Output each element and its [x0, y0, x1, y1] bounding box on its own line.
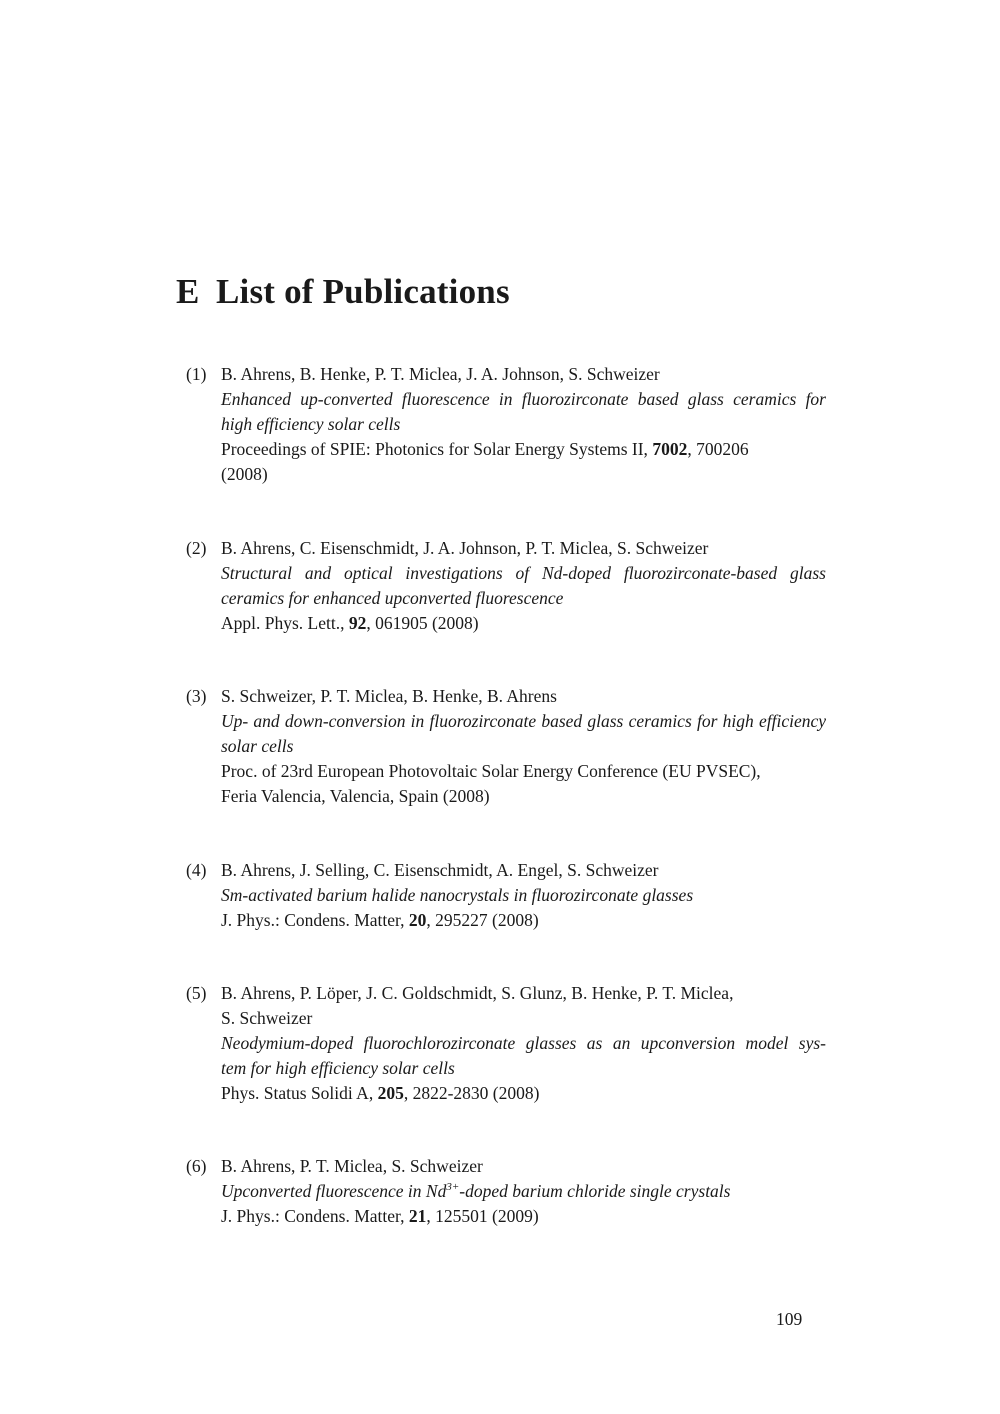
- publication-title-line: Up- and down-conversion in fluorozirconate based glass ceramics for high efficiency: [221, 711, 826, 731]
- publication-title-line: high efficiency solar cells: [221, 414, 401, 434]
- publication-title-line: Enhanced up-converted fluorescence in fluorozirconate based glass ceramics for: [221, 389, 826, 409]
- publication-title-line: tem for high efficiency solar cells: [221, 1058, 455, 1078]
- chapter-title: List of Publications: [216, 272, 510, 311]
- publication-number: (2): [186, 538, 207, 558]
- publication-volume: 92: [348, 613, 367, 633]
- publication-source: J. Phys.: Condens. Matter, 20, 295227 (2008): [221, 910, 539, 930]
- publication-source: Proceedings of SPIE: Photonics for Solar Energy Systems II, 7002, 700206: [221, 439, 749, 459]
- publication-authors: B. Ahrens, C. Eisenschmidt, J. A. Johnson, P. T. Miclea, S. Schweizer: [221, 538, 709, 558]
- publication-authors-line: B. Ahrens, P. Löper, J. C. Goldschmidt, S. Glunz, B. Henke, P. T. Miclea,: [221, 983, 734, 1003]
- publication-volume: 205: [377, 1083, 404, 1103]
- publication-title-line: ceramics for enhanced upconverted fluorescence: [221, 588, 564, 608]
- publication-title-line: Structural and optical investigations of Nd-doped fluorozirconate-based glass: [221, 563, 826, 583]
- publication-title-line: Neodymium-doped fluorochlorozirconate glasses as an upconversion model sys-: [221, 1033, 826, 1053]
- publication-4: [186, 858, 826, 933]
- publication-title-line: Sm-activated barium halide nanocrystals in fluorozirconate glasses: [221, 885, 694, 905]
- chapter-heading: [176, 272, 510, 312]
- publication-source-line: Proc. of 23rd European Photovoltaic Solar Energy Conference (EU PVSEC),: [221, 761, 761, 781]
- publication-number: (1): [186, 364, 207, 384]
- publication-authors: B. Ahrens, B. Henke, P. T. Miclea, J. A. Johnson, S. Schweizer: [221, 364, 660, 384]
- publication-source: Appl. Phys. Lett., 92, 061905 (2008): [221, 613, 479, 633]
- publication-volume: 7002: [652, 439, 688, 459]
- publication-6: [186, 1154, 826, 1229]
- publication-5: [186, 981, 826, 1106]
- publication-number: (5): [186, 983, 207, 1003]
- publication-source: J. Phys.: Condens. Matter, 21, 125501 (2009): [221, 1206, 539, 1226]
- publication-1: [186, 362, 826, 487]
- publication-source-line: Feria Valencia, Valencia, Spain (2008): [221, 786, 490, 806]
- publication-3: [186, 684, 826, 809]
- publication-title-line: solar cells: [221, 736, 294, 756]
- publication-number: (3): [186, 686, 207, 706]
- publication-number: (6): [186, 1156, 207, 1176]
- publication-2: [186, 536, 826, 636]
- publication-source-line: (2008): [221, 464, 268, 484]
- publication-authors-line: S. Schweizer: [221, 1008, 313, 1028]
- publication-authors: S. Schweizer, P. T. Miclea, B. Henke, B. Ahrens: [221, 686, 557, 706]
- publication-authors: B. Ahrens, P. T. Miclea, S. Schweizer: [221, 1156, 483, 1176]
- page-number: 109: [776, 1309, 803, 1329]
- publication-volume: 21: [408, 1206, 427, 1226]
- publication-authors: B. Ahrens, J. Selling, C. Eisenschmidt, A. Engel, S. Schweizer: [221, 860, 659, 880]
- publication-title: Upconverted fluorescence in $Nd^{3+}$-doped barium chloride single crystals: [221, 1181, 731, 1201]
- publication-number: (4): [186, 860, 207, 880]
- publication-source: Phys. Status Solidi A, 205, 2822-2830 (2008): [221, 1083, 540, 1103]
- chapter-letter: E: [176, 272, 200, 311]
- publication-volume: 20: [408, 910, 427, 930]
